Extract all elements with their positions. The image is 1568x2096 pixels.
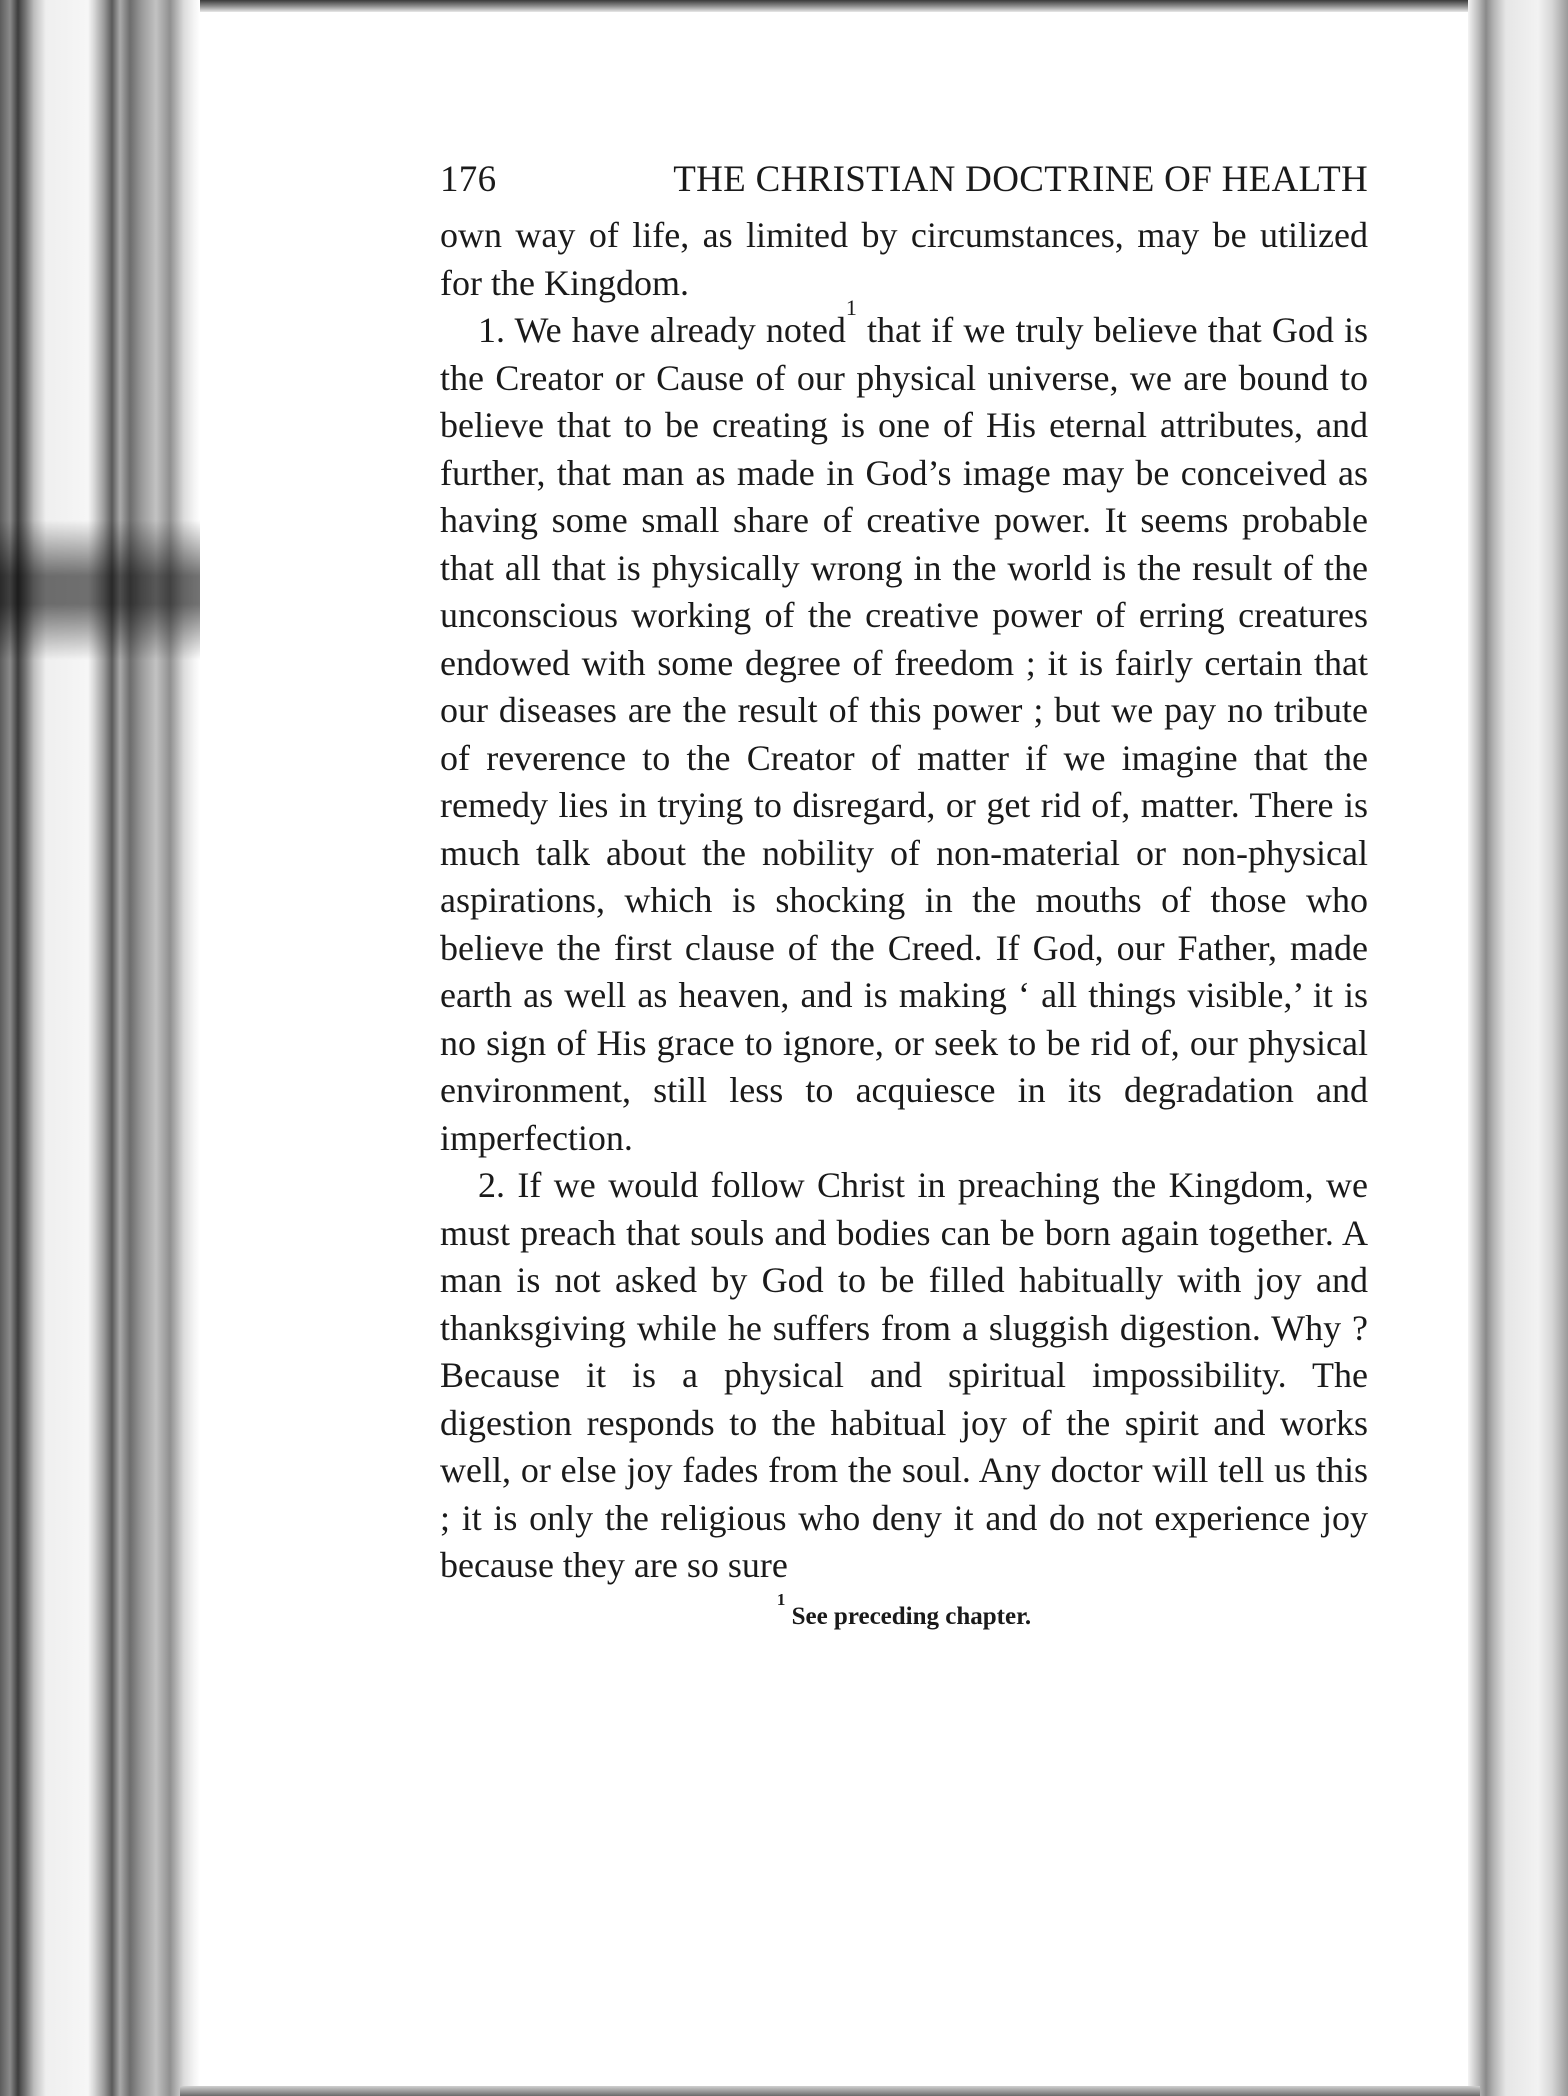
paragraph-1-rest: that if we truly believe that God is the Creator or Cause of our physical universe, we are bound to believe that to be creating is one of His eternal attributes, and further, that man as made in God’s image may be conceived as having some small share of creative power. It seems probable that all that is physically wrong in the world is the result of the unconscious working of the creative power of erring creatures endowed with some degree of freedom ; it is fairly certain that our diseases are the result of this power ; but we pay no tribute of reverence to the Creator of matter if we imagine that the remedy lies in trying to disregard, or get rid of, matter. There is much talk about the nobility of non-material or non-physical aspirations, which is shocking in the mouths of those who believe the first clause of the Creed. If God, our Father, made earth as well as heaven, and is making ‘ all things visible,’ it is no sign of His grace to ignore, or seek to be rid of, our physical environment, still less to acquiesce in its degradation and imperfection.: [440, 310, 1368, 1158]
footnote-mark: 1: [776, 1590, 786, 1610]
footnote: [440, 1590, 1368, 1634]
book-page: [440, 150, 1368, 1634]
footnote-text: See preceding chapter.: [785, 1602, 1032, 1630]
paragraph-continuation: own way of life, as limited by circumstances, may be utilized for the Kingdom.: [440, 215, 1368, 303]
paragraph-2: 2. If we would follow Christ in preaching the Kingdom, we must preach that souls and bodies can be born again together. A man is not asked by God to be filled habitually with joy and thanksgiving while he suffers from a sluggish digestion. Why ? Because it is a physical and spiritual impossibility. The digestion responds to the habitual joy of the spirit and works well, or else joy fades from the soul. Any doctor will tell us this ; it is only the religious who deny it and do not experience joy because they are so sure: [440, 1165, 1368, 1585]
paragraph-1-opening: 1. We have already noted: [478, 310, 846, 350]
running-title: THE CHRISTIAN DOCTRINE OF HEALTH: [673, 159, 1368, 200]
running-head: [440, 150, 1368, 210]
book-page-edge-right: [1468, 0, 1568, 2096]
scan-bottom-edge: [180, 2086, 1480, 2096]
page-number: 176: [440, 159, 497, 200]
scan-shadow: [0, 520, 200, 660]
scan-top-edge: [0, 0, 1568, 12]
body-text: [440, 212, 1368, 1590]
book-page-edges-left: [0, 0, 200, 2096]
paragraph-1: [440, 295, 1368, 1162]
footnote-reference-mark: 1: [845, 295, 857, 320]
